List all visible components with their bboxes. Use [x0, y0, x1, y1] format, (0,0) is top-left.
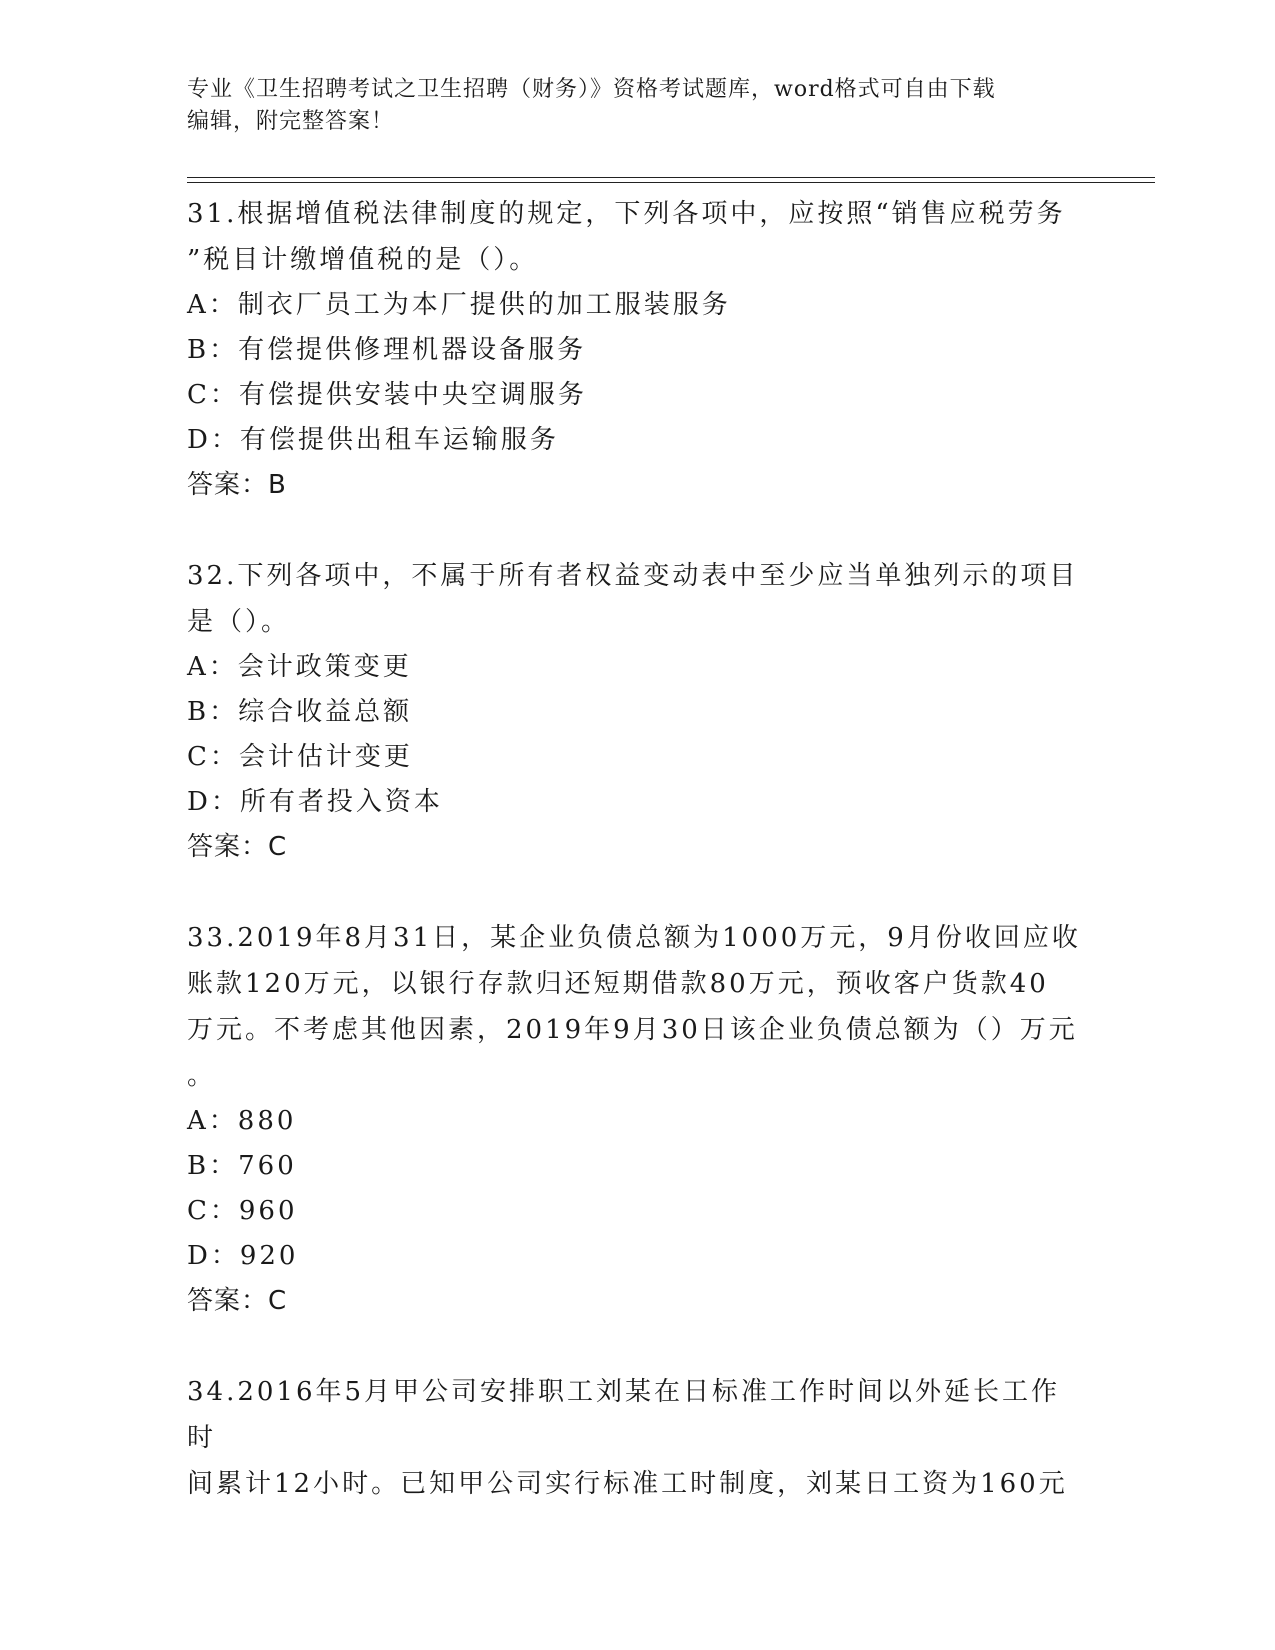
- answer: 答案：C: [187, 832, 288, 862]
- option-b: B：有偿提供修理机器设备服务: [187, 335, 587, 365]
- question-spacer: [187, 508, 1087, 553]
- question-32: [187, 553, 1087, 870]
- option-c: C：会计估计变更: [187, 742, 413, 772]
- option-a: A：880: [187, 1106, 297, 1136]
- option-d: D：有偿提供出租车运输服务: [187, 425, 559, 455]
- option-c: C：有偿提供安装中央空调服务: [187, 380, 587, 410]
- header-line-2: 编辑，附完整答案！: [187, 109, 395, 134]
- question-stem-line: 34.2016年5月甲公司安排职工刘某在日标准工作时间以外延长工作时: [187, 1377, 1061, 1453]
- option-b: B：760: [187, 1151, 297, 1181]
- question-31: [187, 191, 1087, 508]
- document-header: [187, 74, 1067, 138]
- option-b: B：综合收益总额: [187, 697, 413, 727]
- option-c: C：960: [187, 1196, 298, 1226]
- question-spacer: [187, 870, 1087, 915]
- question-stem-line: 。: [187, 1061, 217, 1091]
- header-line-1: 专业《卫生招聘考试之卫生招聘（财务）》资格考试题库，word格式可自由下载: [187, 77, 996, 102]
- question-list: [187, 191, 1087, 1507]
- question-stem-line: 31.根据增值税法律制度的规定，下列各项中，应按照“销售应税劳务: [187, 199, 1066, 229]
- question-stem-line: 33.2019年8月31日，某企业负债总额为1000万元，9月份收回应收: [187, 923, 1081, 953]
- question-33: [187, 915, 1087, 1324]
- option-a: A：会计政策变更: [187, 652, 412, 682]
- option-a: A：制衣厂员工为本厂提供的加工服装服务: [187, 290, 731, 320]
- header-divider-bottom: [187, 182, 1155, 183]
- question-spacer: [187, 1324, 1087, 1369]
- question-stem-line: 间累计12小时。已知甲公司实行标准工时制度，刘某日工资为160元: [187, 1469, 1068, 1499]
- option-d: D：920: [187, 1241, 299, 1271]
- question-stem-line: 万元。不考虑其他因素，2019年9月30日该企业负债总额为（）万元: [187, 1015, 1078, 1045]
- question-stem-line: 账款120万元，以银行存款归还短期借款80万元，预收客户货款40: [187, 969, 1049, 999]
- option-d: D：所有者投入资本: [187, 787, 443, 817]
- answer: 答案：B: [187, 470, 287, 500]
- answer: 答案：C: [187, 1286, 288, 1316]
- question-stem-line: 是（）。: [187, 607, 291, 637]
- question-34: [187, 1369, 1087, 1507]
- header-divider-top: [187, 177, 1155, 178]
- question-stem-line: ”税目计缴增值税的是（）。: [187, 245, 539, 275]
- question-stem-line: 32.下列各项中，不属于所有者权益变动表中至少应当单独列示的项目: [187, 561, 1079, 591]
